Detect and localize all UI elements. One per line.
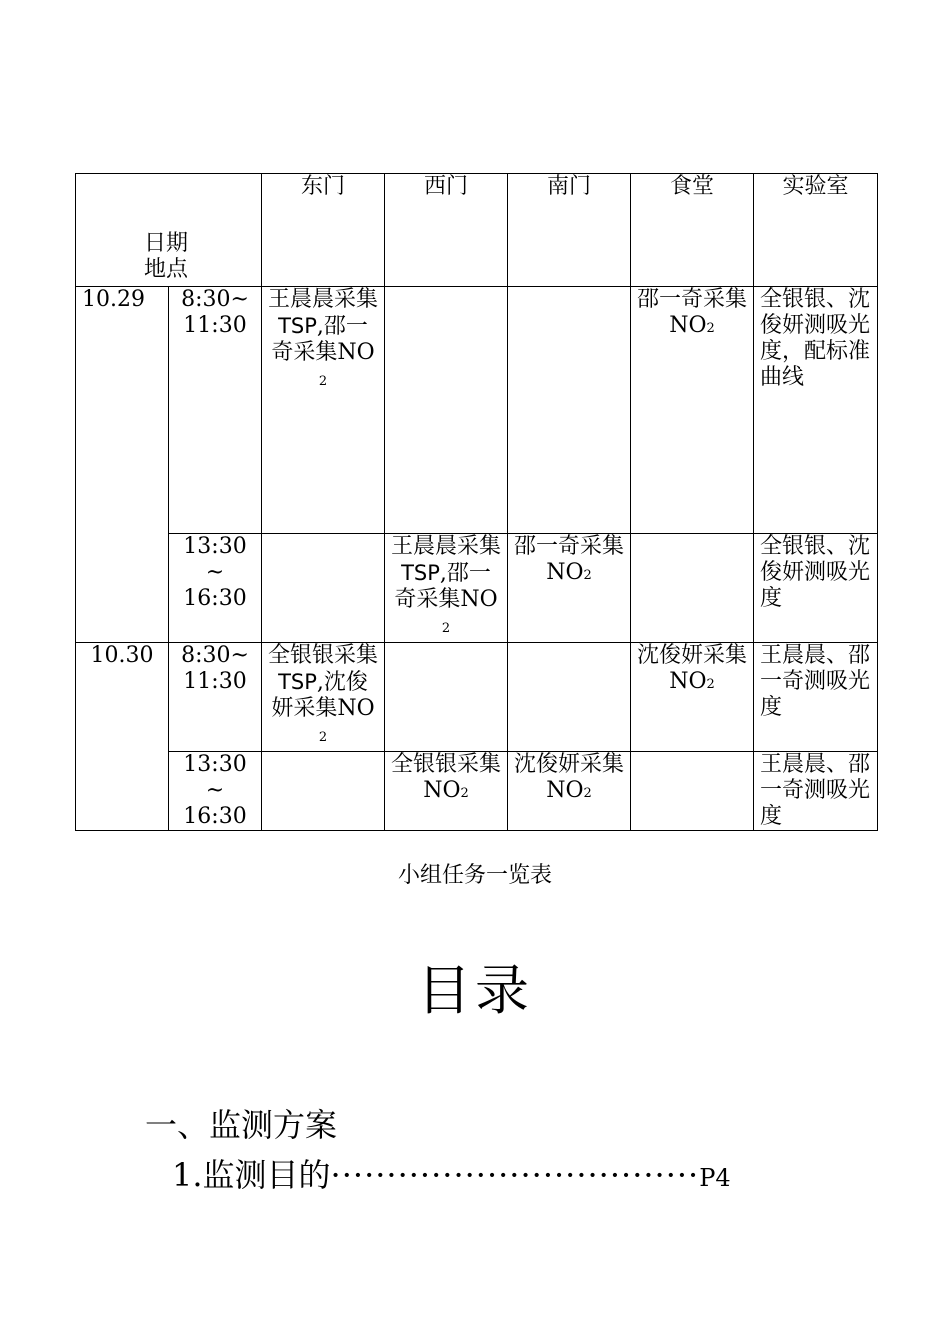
task-pollutant: TSP (401, 561, 440, 585)
task-cell (631, 287, 754, 534)
subscript: 2 (583, 786, 592, 801)
task-cell-empty (508, 287, 631, 534)
table-row (76, 752, 878, 831)
toc-entry-label: 1.监测目的 (172, 1156, 331, 1194)
corner-location-label: 地点 (144, 257, 189, 282)
time-start: 8:30~ (181, 643, 249, 668)
date-cell: 10.30 (76, 643, 169, 831)
task-pollutant: NO (460, 587, 498, 612)
header-lab: 实验室 (754, 174, 878, 287)
task-pollutant: NO (669, 313, 707, 338)
task-text: ,沈俊妍采集 (271, 670, 368, 721)
task-text: 邵一奇采集 (514, 534, 625, 559)
subscript: 2 (583, 568, 592, 583)
task-text: 邵一奇采集 (637, 287, 748, 312)
header-east-gate: 东门 (262, 174, 385, 287)
header-canteen: 食堂 (631, 174, 754, 287)
task-cell (508, 752, 631, 831)
header-row (76, 174, 878, 287)
corner-date-label: 日期 (144, 231, 189, 256)
corner-header (76, 174, 262, 287)
task-pollutant: NO (669, 669, 707, 694)
header-west-gate: 西门 (385, 174, 508, 287)
time-end: 11:30 (183, 313, 247, 338)
task-cell-empty (508, 643, 631, 752)
toc-title: 目录 (417, 959, 533, 1022)
task-pollutant: TSP (278, 314, 317, 338)
table-caption: 小组任务一览表 (397, 863, 552, 888)
task-cell (262, 643, 385, 752)
time-start: 8:30~ (181, 287, 249, 312)
task-cell-lab: 全银银、沈俊妍测吸光度，配标准曲线 (754, 287, 878, 534)
subscript: 2 (441, 621, 451, 636)
header-south-gate: 南门 (508, 174, 631, 287)
task-cell-empty (385, 643, 508, 752)
task-cell (508, 534, 631, 643)
subscript: 2 (318, 374, 328, 389)
task-text: 沈俊妍采集 (514, 752, 625, 777)
table-row (76, 287, 878, 534)
task-pollutant: TSP (278, 670, 317, 694)
task-cell-lab: 全银银、沈俊妍测吸光度 (754, 534, 878, 643)
time-cell (169, 287, 262, 534)
subscript: 2 (706, 677, 715, 692)
task-cell-empty (262, 752, 385, 831)
task-cell (262, 287, 385, 534)
task-text: 沈俊妍采集 (637, 643, 748, 668)
task-pollutant: NO (337, 340, 375, 365)
subscript: 2 (460, 786, 469, 801)
task-cell-empty (262, 534, 385, 643)
time-start: 13:30~ (183, 752, 247, 803)
toc-entry-leader: ································· (330, 1156, 700, 1194)
task-text: 王晨晨采集 (391, 534, 502, 559)
time-end: 16:30 (183, 804, 247, 829)
task-pollutant: NO (546, 560, 584, 585)
task-text: 全银银采集 (391, 752, 502, 777)
task-schedule-table (75, 173, 878, 831)
task-cell-empty (385, 287, 508, 534)
task-cell (385, 534, 508, 643)
task-text: ,邵一奇采集 (394, 561, 491, 612)
task-cell (631, 643, 754, 752)
toc-entry-page: P4 (699, 1164, 731, 1192)
time-cell (169, 752, 262, 831)
time-cell (169, 534, 262, 643)
date-cell: 10.29 (76, 287, 169, 643)
task-cell-lab: 王晨晨、邵一奇测吸光度 (754, 752, 878, 831)
table-row (76, 534, 878, 643)
subscript: 2 (318, 730, 328, 745)
task-text: ,邵一奇采集 (271, 314, 368, 365)
toc-entry[interactable] (172, 1150, 731, 1196)
task-pollutant: NO (546, 778, 584, 803)
task-text: 王晨晨采集 (268, 287, 379, 312)
toc-section-heading: 一、监测方案 (145, 1106, 338, 1144)
table-row (76, 643, 878, 752)
time-cell (169, 643, 262, 752)
subscript: 2 (706, 321, 715, 336)
task-pollutant: NO (337, 696, 375, 721)
task-pollutant: NO (423, 778, 461, 803)
task-cell-empty (631, 752, 754, 831)
time-end: 16:30 (183, 586, 247, 611)
time-start: 13:30~ (183, 534, 247, 585)
task-cell (385, 752, 508, 831)
time-end: 11:30 (183, 669, 247, 694)
task-cell-lab: 王晨晨、邵一奇测吸光度 (754, 643, 878, 752)
task-text: 全银银采集 (268, 643, 379, 668)
task-cell-empty (631, 534, 754, 643)
